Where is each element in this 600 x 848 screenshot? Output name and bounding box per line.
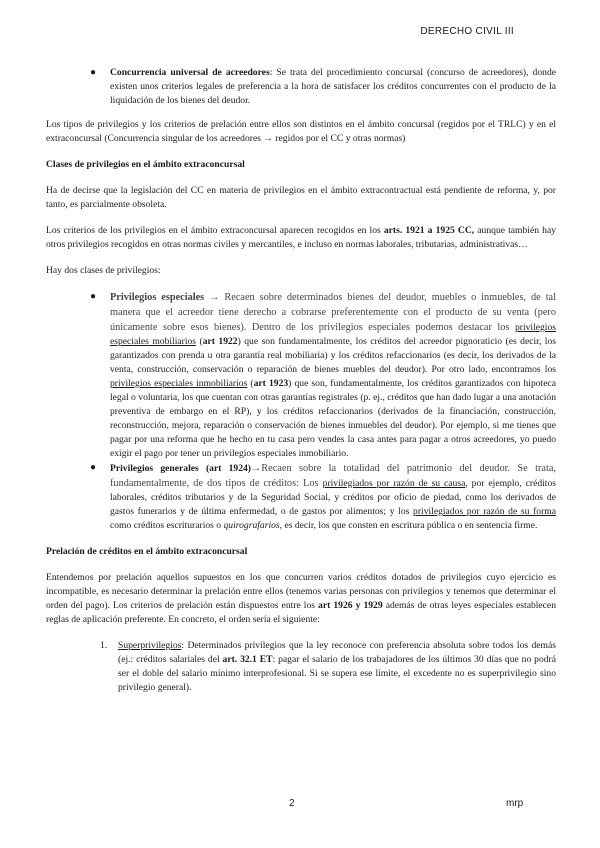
text-run: además de otras leyes especiales establecen reglas de aplicación preferente. En concreto, el orden sería el siguiente: bbox=[46, 600, 556, 625]
article-reference: art 1926 y 1929 bbox=[318, 600, 383, 611]
text-run: , por ejemplo, créditos laborales, créditos tributarios y de la Seguridad Social, y créditos por oficio de piedad, como los derivados de gastos funerarios y de última enfermedad, o de gastos por alimentos; y los bbox=[110, 478, 556, 517]
term-superprivilegios: Superprivilegios bbox=[118, 640, 182, 651]
text-run: Entendemos por prelación aquellos supuestos en los que concurren varios créditos dotados de privilegios cuyo ejercicio es incompatible, es necesario determinar la prelación entre ellos (tenemos varias personas con privilegios y tenemos que determinar el orden del pago). Los criterios de prelación están dispuestos entre los bbox=[46, 572, 556, 611]
text-run: aunque también hay otros privilegios recogidos en otras normas civiles y mercantiles, e incluso en normas laborales, tributarias, administrativas… bbox=[46, 225, 556, 250]
section-heading-clases: Clases de privilegios en el ámbito extraconcursal bbox=[46, 159, 245, 170]
bullet-icon: ● bbox=[90, 462, 97, 473]
prelacion-list bbox=[46, 639, 556, 695]
list-item-superprivilegios bbox=[46, 639, 556, 695]
text-run: →Recaen sobre la totalidad del patrimonio del deudor. Se trata, fundamentalmente, de dos tipos de créditos: Los bbox=[110, 463, 556, 489]
paragraph-criterios bbox=[46, 224, 556, 252]
bullet-icon: ● bbox=[90, 67, 97, 78]
footer-tag: mrp bbox=[506, 798, 524, 809]
article-reference: art. 32.1 ET bbox=[222, 654, 273, 665]
article-reference: art 1923 bbox=[253, 378, 289, 389]
text-run: ) que son, fundamentalmente, los créditos garantizados con hipoteca legal o voluntaria, los que cuentan con otras garantías registrales (p. ej., créditos que han dado lugar a una anotación preventiva de embargo en el RP), y los créditos refaccionarios (derivados de la financiación, construcción, reconstrucción, mejora, reparación o conservación de bienes inmuebles del deudor). Por ejemplo, si me tienes que pagar por una reforma que he hecho en tu casa pero vendes la casa antes para pagar a otros acreedores, yo puedo exigir el pago por tener un privilegios especiales inmobiliario. bbox=[110, 378, 556, 459]
term-causa: privilegiados por razón de su causa bbox=[322, 478, 466, 489]
list-number: 1. bbox=[100, 640, 108, 651]
bullet-term: Privilegios especiales bbox=[110, 292, 205, 303]
text-run: Los criterios de los privilegios en el ámbito extraconcursal aparecen recogidos en los bbox=[46, 225, 384, 236]
text-run: ( bbox=[247, 378, 254, 389]
bullet-term: Concurrencia universal de acreedores bbox=[110, 67, 270, 78]
text-run: como créditos escriturarios o bbox=[110, 520, 224, 531]
term-forma: privilegiados por razón de su forma bbox=[413, 506, 556, 517]
list-item bbox=[46, 66, 556, 108]
paragraph-prelacion bbox=[46, 571, 556, 627]
paragraph-legislacion: Ha de decirse que la legislación del CC en materia de privilegios en el ámbito extracontractual está pendiente de reforma, y, por tanto, es parcialmente obsoleta. bbox=[46, 185, 556, 210]
intro-list bbox=[46, 66, 556, 108]
text-run: : pagar el salario de los trabajadores de los últimos 30 días que no podrá ser el doble del salario mínimo interprofesional. Si se supera ese límite, el excedente no es superprivilegio sino privilegio general). bbox=[118, 654, 556, 693]
term-inmobiliarios: privilegios especiales inmobiliarios bbox=[110, 378, 248, 389]
text-run: → Recaen sobre determinados bienes del deudor, muebles o inmuebles, de tal manera que el acreedor tiene derecho a cobrarse preferentemente con el producto de su venta (pero únicamente sobre esos bienes). Dentro de los privilegios especiales podemos destacar los bbox=[110, 292, 556, 333]
privilegios-list bbox=[46, 290, 556, 533]
term-quirografarios: quirografarios bbox=[223, 520, 280, 531]
text-run: ) que son fundamentalmente, los créditos del acreedor pignoraticio (es decir, los garantizados con prenda u otra garantía real mobiliaria) y los créditos refaccionarios (es decir, los derivados de la venta, construcción, conservación o reparación de bienes muebles del deudor). Por otro lado, encontramos los bbox=[110, 336, 556, 375]
bullet-icon: ● bbox=[90, 291, 97, 302]
paragraph-dos-clases: Hay dos clases de privilegios: bbox=[46, 265, 161, 276]
article-reference: arts. 1921 a 1925 CC, bbox=[383, 225, 475, 236]
list-item-especiales bbox=[46, 290, 556, 461]
page-number: 2 bbox=[289, 798, 295, 809]
text-run: , es decir, los que consten en escritura pública o en sentencia firme. bbox=[279, 520, 538, 531]
term-mobiliarios: privilegios especiales mobiliarios bbox=[110, 322, 556, 347]
section-heading-prelacion: Prelación de créditos en el ámbito extraconcursal bbox=[46, 546, 248, 557]
running-header: DERECHO CIVIL III bbox=[420, 26, 514, 37]
article-reference: art 1922 bbox=[202, 336, 238, 347]
page-body bbox=[46, 66, 556, 695]
list-item-generales bbox=[46, 461, 556, 533]
text-run: : Determinados privilegios que la ley reconoce con preferencia absoluta sobre todos los demás (ej.: créditos salariales del bbox=[118, 640, 556, 665]
bullet-text: : Se trata del procedimiento concursal (concurso de acreedores), donde existen unos criterios legales de preferencia a la hora de satisfacer los créditos concurrentes con el producto de la liquidación de los bienes del deudor. bbox=[110, 67, 556, 106]
text-run: ( bbox=[196, 336, 203, 347]
paragraph-tipos: Los tipos de privilegios y los criterios de prelación entre ellos son distintos en el ámbito concursal (regidos por el TRLC) y en el extraconcursal (Concurrencia singular de los acreedores → regidos por el CC y otras normas) bbox=[46, 119, 556, 144]
bullet-term: Privilegios generales (art 1924) bbox=[110, 463, 251, 474]
